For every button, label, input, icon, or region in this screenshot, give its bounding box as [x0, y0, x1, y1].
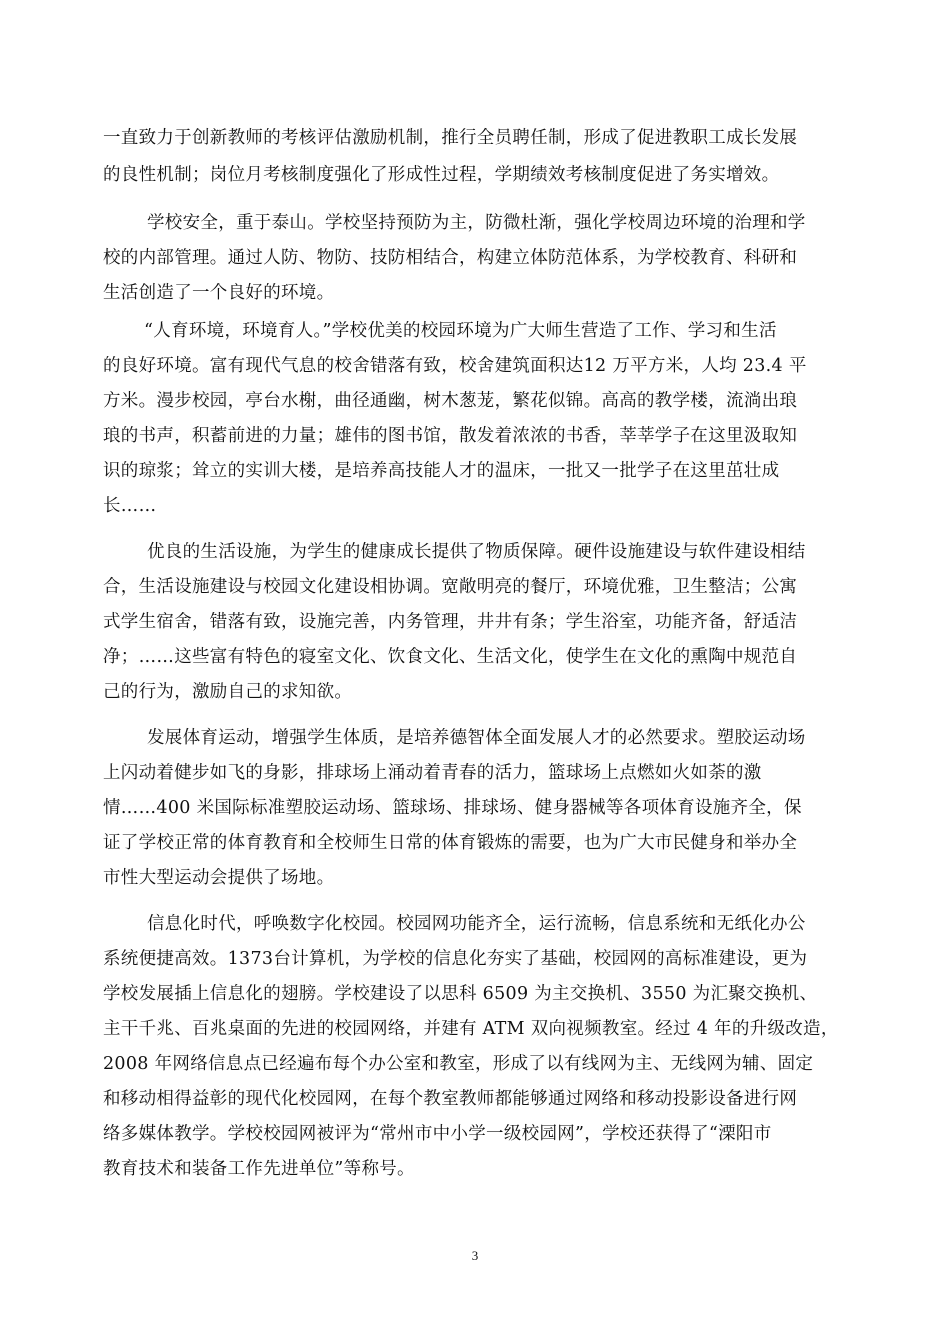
text-line: 生活创造了一个良好的环境。 — [103, 283, 335, 303]
text-line: 的良性机制；岗位月考核制度强化了形成性过程，学期绩效考核制度促进了务实增效。 — [103, 165, 780, 185]
text-line: 校的内部管理。通过人防、物防、技防相结合，构建立体防范体系，为学校教育、科研和 — [103, 248, 798, 268]
text-line: 方米。漫步校园，亭台水榭，曲径通幽，树木葱茏，繁花似锦。高高的教学楼，流淌出琅 — [103, 391, 798, 411]
text-line: 式学生宿舍，错落有致，设施完善，内务管理，井井有条；学生浴室，功能齐备，舒适洁 — [103, 612, 798, 632]
text-line: 情……400 米国际标准塑胶运动场、篮球场、排球场、健身器械等各项体育设施齐全，保 — [103, 798, 802, 818]
text-line: 琅的书声，积蓄前进的力量；雄伟的图书馆，散发着浓浓的书香，莘莘学子在这里汲取知 — [103, 426, 798, 446]
text-line: 市性大型运动会提供了场地。 — [103, 868, 335, 888]
text-line: 优良的生活设施，为学生的健康成长提供了物质保障。硬件设施建设与软件建设相结 — [147, 542, 806, 562]
text-line: 学校安全，重于泰山。学校坚持预防为主，防微杜渐，强化学校周边环境的治理和学 — [147, 213, 806, 233]
text-line: 教育技术和装备工作先进单位”等称号。 — [103, 1159, 415, 1179]
text-line: 络多媒体教学。学校校园网被评为“常州市中小学一级校园网”，学校还获得了“溧阳市 — [103, 1124, 772, 1144]
page-number: 3 — [471, 1248, 479, 1263]
text-line: 一直致力于创新教师的考核评估激励机制，推行全员聘任制，形成了促进教职工成长发展 — [103, 128, 798, 148]
text-line: 主干千兆、百兆桌面的先进的校园网络，并建有 ATM 双向视频教室。经过 4 年的升级改造， — [103, 1019, 839, 1039]
text-line: 学校发展插上信息化的翅膀。学校建设了以思科 6509 为主交换机、3550 为汇聚交换机、 — [103, 984, 818, 1004]
text-line: “人育环境，环境育人。”学校优美的校园环境为广大师生营造了工作、学习和生活 — [144, 321, 777, 341]
text-line: 长…… — [103, 496, 157, 516]
text-line: 信息化时代，呼唤数字化校园。校园网功能齐全，运行流畅，信息系统和无纸化办公 — [147, 914, 806, 934]
text-line: 己的行为，激励自己的求知欲。 — [103, 682, 353, 702]
text-line: 净；……这些富有特色的寝室文化、饮食文化、生活文化，使学生在文化的熏陶中规范自 — [103, 647, 798, 667]
text-line: 识的琼浆；耸立的实训大楼，是培养高技能人才的温床，一批又一批学子在这里茁壮成 — [103, 461, 780, 481]
text-line: 发展体育运动，增强学生体质，是培养德智体全面发展人才的必然要求。塑胶运动场 — [147, 728, 806, 748]
text-line: 和移动相得益彰的现代化校园网，在每个教室教师都能够通过网络和移动投影设备进行网 — [103, 1089, 798, 1109]
text-line: 系统便捷高效。1373台计算机，为学校的信息化夯实了基础，校园网的高标准建设，更为 — [103, 949, 808, 969]
text-line: 合，生活设施建设与校园文化建设相协调。宽敞明亮的餐厅，环境优雅，卫生整洁；公寓 — [103, 577, 798, 597]
text-line: 证了学校正常的体育教育和全校师生日常的体育锻炼的需要，也为广大市民健身和举办全 — [103, 833, 798, 853]
text-line: 的良好环境。富有现代气息的校舍错落有致，校舍建筑面积达12 万平方米，人均 23.4 平 — [103, 356, 807, 376]
text-line: 上闪动着健步如飞的身影，排球场上涌动着青春的活力，篮球场上点燃如火如荼的激 — [103, 763, 762, 783]
text-line: 2008 年网络信息点已经遍布每个办公室和教室，形成了以有线网为主、无线网为辅、固定 — [103, 1054, 814, 1074]
